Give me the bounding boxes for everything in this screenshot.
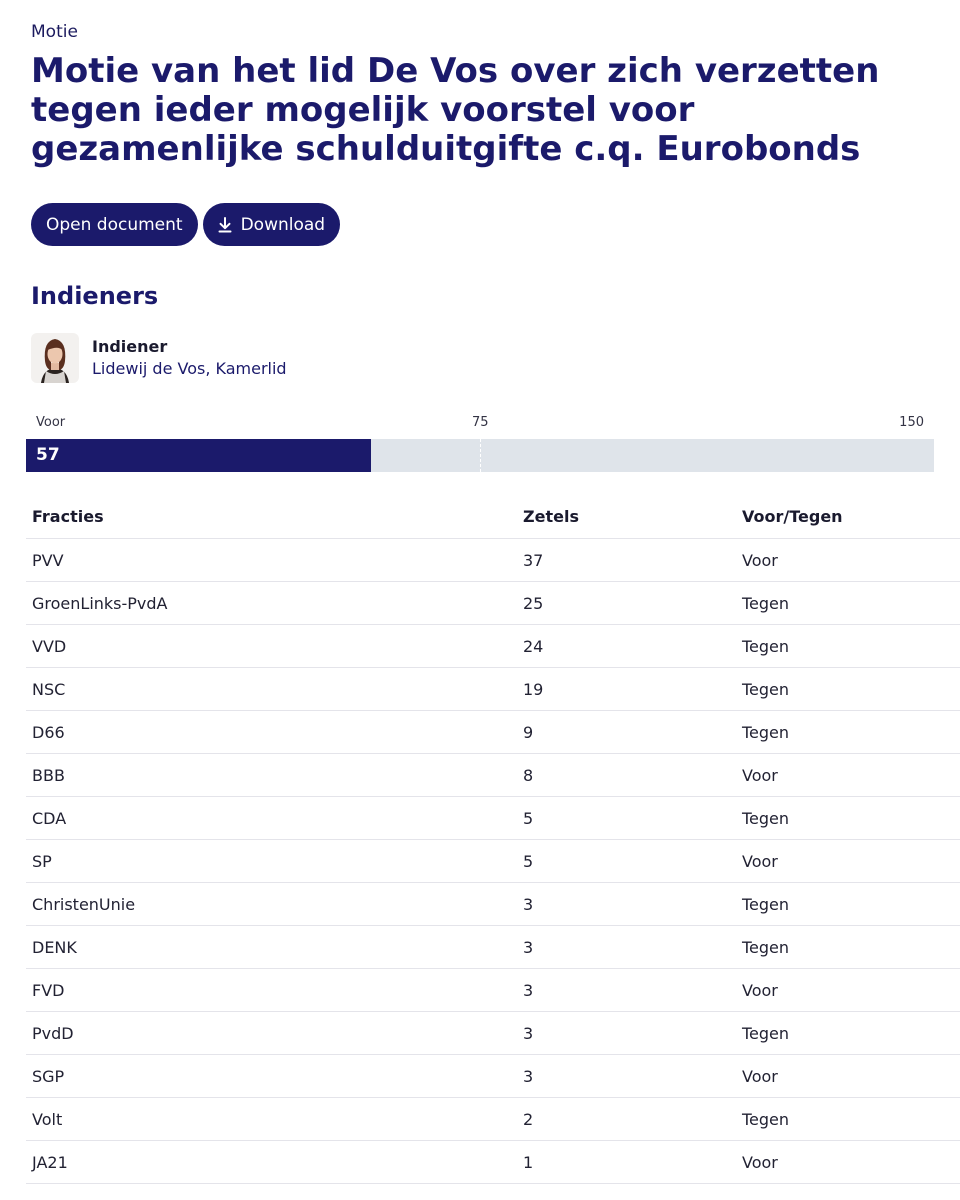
party-name: D66 — [26, 711, 517, 754]
table-row — [26, 1012, 960, 1055]
party-vote: Voor — [736, 539, 960, 582]
vote-bar-fill — [26, 439, 371, 472]
open-document-button[interactable] — [31, 203, 198, 246]
party-vote: Tegen — [736, 625, 960, 668]
vote-bar-value: 57 — [36, 445, 60, 465]
party-vote: Voor — [736, 1141, 960, 1184]
party-seats: 5 — [517, 840, 736, 883]
party-seats: 37 — [517, 539, 736, 582]
table-row — [26, 797, 960, 840]
table-header-row — [26, 495, 960, 539]
table-row — [26, 754, 960, 797]
page-kicker: Motie — [31, 22, 78, 42]
submitter-card — [31, 333, 287, 383]
party-vote: Tegen — [736, 797, 960, 840]
party-name: ChristenUnie — [26, 883, 517, 926]
party-vote: Tegen — [736, 668, 960, 711]
table-row — [26, 582, 960, 625]
party-seats: 8 — [517, 754, 736, 797]
party-name: BBB — [26, 754, 517, 797]
party-name: FVD — [26, 969, 517, 1012]
table-row — [26, 625, 960, 668]
party-vote: Tegen — [736, 711, 960, 754]
vote-bar-track — [26, 439, 934, 472]
vote-bar-label: Voor — [36, 415, 66, 430]
download-button[interactable] — [203, 203, 341, 246]
table-row — [26, 711, 960, 754]
column-header-voor-tegen: Voor/Tegen — [736, 495, 960, 539]
table-row — [26, 840, 960, 883]
party-seats: 2 — [517, 1098, 736, 1141]
vote-bar-midpoint-label: 75 — [472, 415, 489, 430]
column-header-fracties: Fracties — [26, 495, 517, 539]
download-icon — [218, 217, 232, 233]
party-seats: 3 — [517, 883, 736, 926]
party-vote: Voor — [736, 840, 960, 883]
vote-bar-max-label: 150 — [899, 415, 924, 430]
party-vote: Tegen — [736, 926, 960, 969]
party-vote: Tegen — [736, 582, 960, 625]
table-row — [26, 539, 960, 582]
vote-bar-midpoint-line — [480, 439, 481, 472]
table-row — [26, 1055, 960, 1098]
party-seats: 3 — [517, 1012, 736, 1055]
party-name: JA21 — [26, 1141, 517, 1184]
party-name: CDA — [26, 797, 517, 840]
party-seats: 3 — [517, 1055, 736, 1098]
column-header-zetels: Zetels — [517, 495, 736, 539]
party-vote: Voor — [736, 754, 960, 797]
party-vote: Voor — [736, 969, 960, 1012]
party-seats: 24 — [517, 625, 736, 668]
submitters-heading: Indieners — [31, 282, 159, 310]
party-seats: 3 — [517, 969, 736, 1012]
submitter-name: Lidewij de Vos, Kamerlid — [92, 359, 287, 378]
party-vote: Voor — [736, 1055, 960, 1098]
party-name: GroenLinks-PvdA — [26, 582, 517, 625]
document-actions — [31, 203, 340, 246]
party-vote: Tegen — [736, 1098, 960, 1141]
table-row — [26, 969, 960, 1012]
table-row — [26, 926, 960, 969]
table-row — [26, 1141, 960, 1184]
submitter-role: Indiener — [92, 337, 168, 356]
table-row — [26, 883, 960, 926]
fracties-table — [26, 495, 960, 1184]
party-seats: 9 — [517, 711, 736, 754]
party-name: VVD — [26, 625, 517, 668]
avatar — [31, 333, 79, 383]
party-seats: 1 — [517, 1141, 736, 1184]
open-document-label: Open document — [46, 214, 183, 235]
table-row — [26, 668, 960, 711]
party-vote: Tegen — [736, 883, 960, 926]
party-name: SP — [26, 840, 517, 883]
table-body — [26, 539, 960, 1184]
table-row — [26, 1098, 960, 1141]
vote-bar — [26, 415, 934, 473]
party-seats: 19 — [517, 668, 736, 711]
submitter-info — [92, 336, 287, 380]
party-name: NSC — [26, 668, 517, 711]
party-name: DENK — [26, 926, 517, 969]
party-seats: 5 — [517, 797, 736, 840]
party-vote: Tegen — [736, 1012, 960, 1055]
party-name: PvdD — [26, 1012, 517, 1055]
party-seats: 3 — [517, 926, 736, 969]
party-seats: 25 — [517, 582, 736, 625]
party-name: Volt — [26, 1098, 517, 1141]
download-label: Download — [240, 214, 326, 235]
party-name: PVV — [26, 539, 517, 582]
party-name: SGP — [26, 1055, 517, 1098]
page-title: Motie van het lid De Vos over zich verzetten tegen ieder mogelijk voorstel voor gezamenlijke schulduitgifte c.q. Eurobonds — [31, 51, 880, 169]
